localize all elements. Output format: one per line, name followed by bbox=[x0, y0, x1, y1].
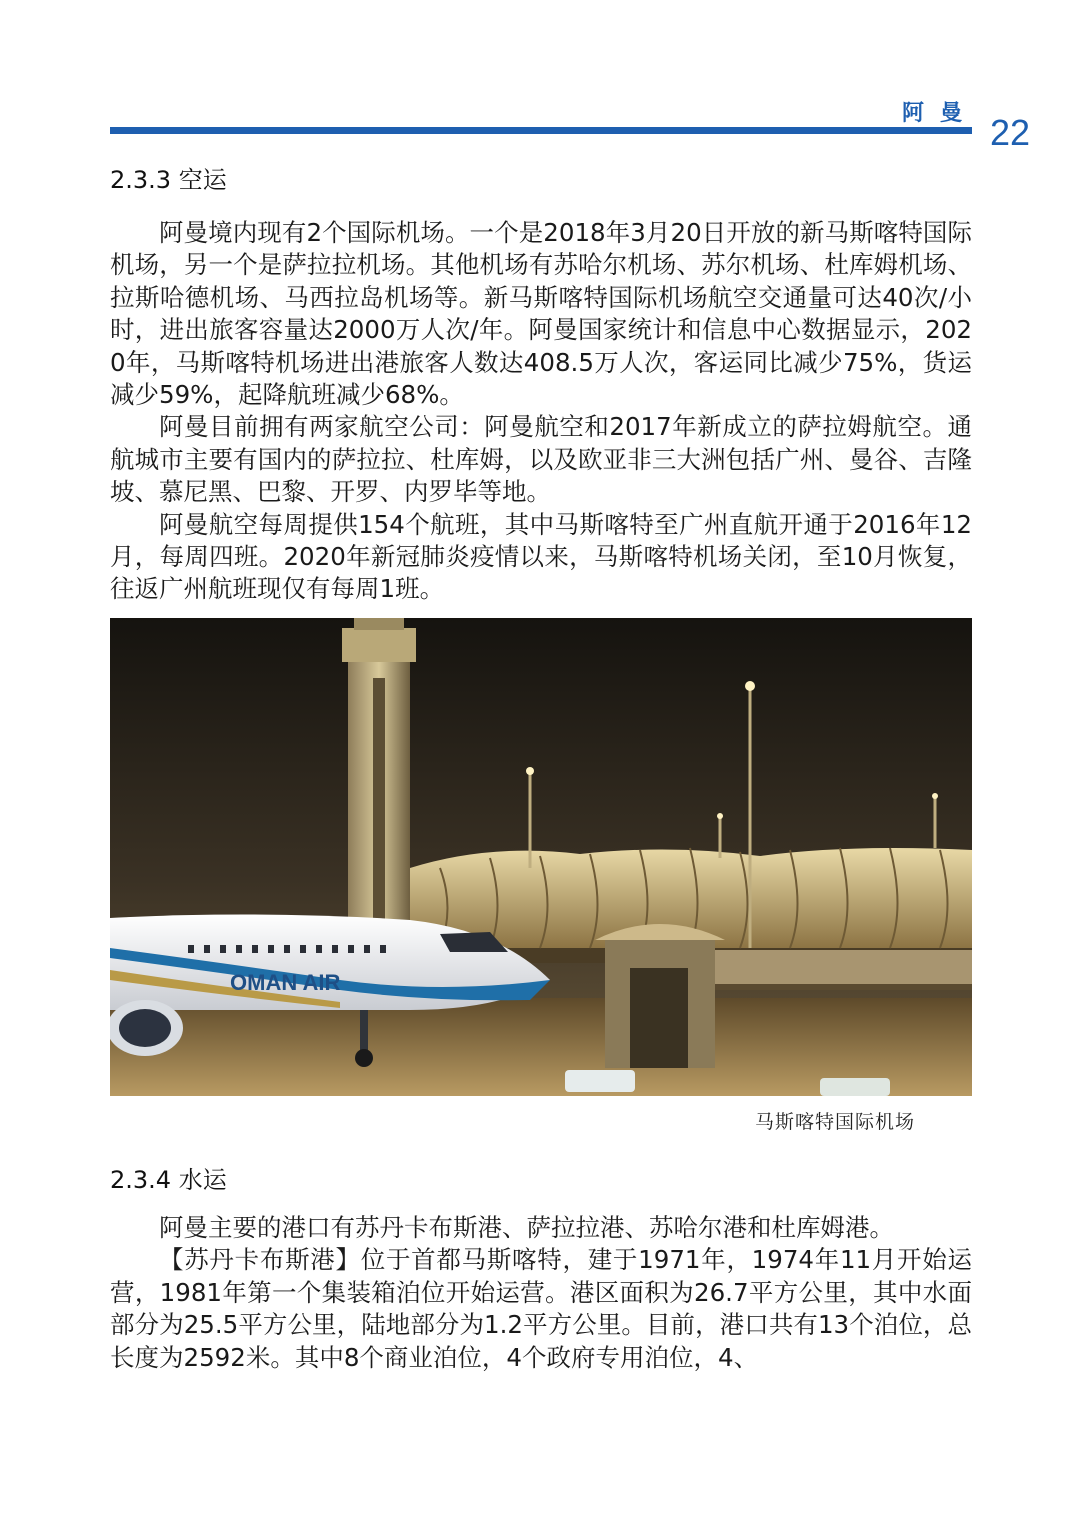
water-body bbox=[110, 1212, 972, 1374]
page-number: 22 bbox=[990, 112, 1031, 153]
jet-bridge bbox=[715, 950, 972, 984]
header-country: 阿曼 bbox=[902, 101, 979, 126]
section-title-water: 2.3.4 水运 bbox=[110, 1166, 227, 1194]
ground-vehicle bbox=[565, 1070, 635, 1092]
paragraph: 阿曼主要的港口有苏丹卡布斯港、萨拉拉港、苏哈尔港和杜库姆港。 bbox=[159, 1213, 894, 1242]
airport-photo bbox=[110, 618, 972, 1096]
photo-caption: 马斯喀特国际机场 bbox=[754, 1111, 915, 1133]
paragraph: 阿曼目前拥有两家航空公司：阿曼航空和2017年新成立的萨拉姆航空。通航城市主要有国内的萨拉拉、杜库姆，以及欧亚非三大洲包括广州、曼谷、吉隆坡、慕尼黑、巴黎、开罗、内罗毕等地。 bbox=[110, 412, 972, 507]
section-title-air: 2.3.3 空运 bbox=[110, 166, 227, 194]
air-body bbox=[110, 217, 972, 606]
paragraph: 【苏丹卡布斯港】位于首都马斯喀特，建于1971年，1974年11月开始运营，1981年第一个集装箱泊位开始运营。港区面积为26.7平方公里，其中水面部分为25.5平方公里，陆地部分为1.2平方公里。目前，港口共有13个泊位，总长度为2592米。其中8个商业泊位，4个政府专用泊位，4、 bbox=[110, 1245, 972, 1372]
paragraph: 阿曼境内现有2个国际机场。一个是2018年3月20日开放的新马斯喀特国际机场，另一个是萨拉拉机场。其他机场有苏哈尔机场、苏尔机场、杜库姆机场、拉斯哈德机场、马西拉岛机场等。新马斯喀特国际机场航空交通量可达40次/小时，进出旅客容量达2000万人次/年。阿曼国家统计和信息中心数据显示，2020年，马斯喀特机场进出港旅客人数达408.5万人次，客运同比减少75%，货运减少59%，起降航班减少68%。 bbox=[110, 218, 972, 410]
paragraph: 阿曼航空每周提供154个航班，其中马斯喀特至广州直航开通于2016年12月，每周四班。2020年新冠肺炎疫情以来，马斯喀特机场关闭，至10月恢复，往返广州航班现仅有每周1班。 bbox=[110, 509, 972, 604]
header-rule bbox=[110, 127, 972, 134]
airline-livery-text: OMAN AIR bbox=[230, 970, 341, 995]
